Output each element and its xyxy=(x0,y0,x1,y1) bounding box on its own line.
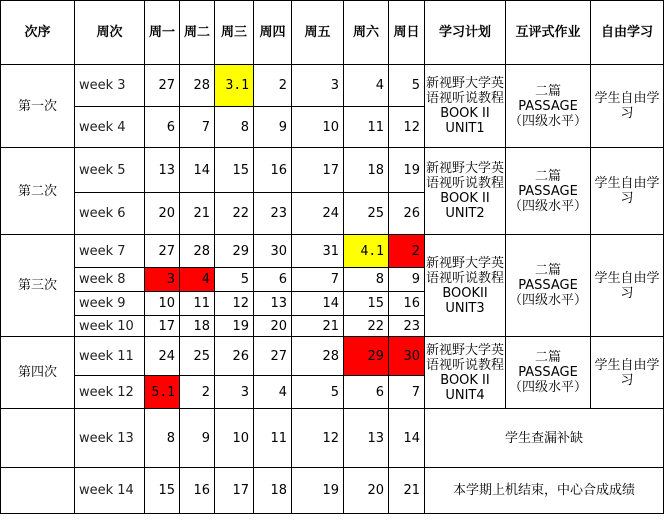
day-cell: 17 xyxy=(145,316,180,337)
round-label: 第四次 xyxy=(1,337,75,409)
day-cell: 2 xyxy=(254,65,292,107)
table-row xyxy=(1,409,664,468)
week-note: 学生查漏补缺 xyxy=(425,409,664,468)
day-cell: 10 xyxy=(145,292,180,316)
day-cell: 7 xyxy=(180,107,215,148)
study-plan: 新视野大学英语视听说教程BOOK II UNIT2 xyxy=(425,148,506,235)
week-label: week 13 xyxy=(75,409,145,468)
study-plan: 新视野大学英语视听说教程BOOKII UNIT3 xyxy=(425,235,506,337)
header-wed: 周三 xyxy=(215,1,254,65)
round-label: 第一次 xyxy=(1,65,75,148)
day-cell: 19 xyxy=(292,468,344,514)
day-cell: 11 xyxy=(344,107,389,148)
day-cell: 26 xyxy=(215,337,254,376)
day-cell: 9 xyxy=(389,268,425,292)
header-thu: 周四 xyxy=(254,1,292,65)
day-cell: 16 xyxy=(389,292,425,316)
day-cell-highlight-red: 2 xyxy=(389,235,425,268)
day-cell-highlight-yellow: 3.1 xyxy=(215,65,254,107)
day-cell: 5 xyxy=(389,65,425,107)
day-cell: 15 xyxy=(215,148,254,193)
round-label: 第二次 xyxy=(1,148,75,235)
week-label: week 5 xyxy=(75,148,145,193)
day-cell: 31 xyxy=(292,235,344,268)
day-cell: 6 xyxy=(344,376,389,409)
day-cell: 23 xyxy=(389,316,425,337)
week-label: week 12 xyxy=(75,376,145,409)
study-plan: 新视野大学英语视听说教程BOOK II UNIT1 xyxy=(425,65,506,148)
day-cell: 4 xyxy=(344,65,389,107)
header-row xyxy=(1,1,664,65)
day-cell: 30 xyxy=(254,235,292,268)
day-cell-highlight-red: 4 xyxy=(180,268,215,292)
week-label: week 6 xyxy=(75,193,145,235)
day-cell-highlight-red: 5.1 xyxy=(145,376,180,409)
week-label: week 3 xyxy=(75,65,145,107)
study-plan: 新视野大学英语视听说教程BOOK II UNIT4 xyxy=(425,337,506,409)
table-row xyxy=(1,148,664,193)
header-mon: 周一 xyxy=(145,1,180,65)
day-cell: 27 xyxy=(254,337,292,376)
day-cell: 12 xyxy=(215,292,254,316)
day-cell: 3 xyxy=(292,65,344,107)
peer-homework: 二篇 PASSAGE（四级水平） xyxy=(506,337,591,409)
day-cell: 20 xyxy=(344,468,389,514)
day-cell: 25 xyxy=(344,193,389,235)
day-cell: 5 xyxy=(215,268,254,292)
day-cell: 10 xyxy=(215,409,254,468)
header-free-study: 自由学习 xyxy=(591,1,664,65)
day-cell: 13 xyxy=(145,148,180,193)
day-cell-highlight-red: 30 xyxy=(389,337,425,376)
day-cell: 5 xyxy=(292,376,344,409)
round-label-empty xyxy=(1,409,75,468)
day-cell: 11 xyxy=(180,292,215,316)
day-cell-highlight-red: 3 xyxy=(145,268,180,292)
day-cell: 6 xyxy=(254,268,292,292)
day-cell: 21 xyxy=(389,468,425,514)
day-cell: 8 xyxy=(215,107,254,148)
day-cell: 27 xyxy=(145,65,180,107)
day-cell: 19 xyxy=(215,316,254,337)
header-peer-homework: 互评式作业 xyxy=(506,1,591,65)
day-cell: 14 xyxy=(180,148,215,193)
day-cell: 12 xyxy=(389,107,425,148)
day-cell: 20 xyxy=(254,316,292,337)
day-cell: 3 xyxy=(215,376,254,409)
day-cell: 8 xyxy=(145,409,180,468)
round-label: 第三次 xyxy=(1,235,75,337)
day-cell: 27 xyxy=(145,235,180,268)
table-row xyxy=(1,65,664,107)
table-row xyxy=(1,235,664,268)
header-sun: 周日 xyxy=(389,1,425,65)
day-cell: 16 xyxy=(254,148,292,193)
free-study: 学生自由学习 xyxy=(591,337,664,409)
day-cell: 13 xyxy=(344,409,389,468)
day-cell-highlight-red: 29 xyxy=(344,337,389,376)
week-label: week 7 xyxy=(75,235,145,268)
day-cell: 2 xyxy=(180,376,215,409)
day-cell: 8 xyxy=(344,268,389,292)
day-cell: 29 xyxy=(215,235,254,268)
peer-homework: 二篇 PASSAGE（四级水平） xyxy=(506,235,591,337)
free-study: 学生自由学习 xyxy=(591,65,664,148)
day-cell: 10 xyxy=(292,107,344,148)
day-cell: 18 xyxy=(344,148,389,193)
peer-homework: 二篇 PASSAGE（四级水平） xyxy=(506,148,591,235)
free-study: 学生自由学习 xyxy=(591,235,664,337)
table-row xyxy=(1,337,664,376)
day-cell: 6 xyxy=(145,107,180,148)
header-tue: 周二 xyxy=(180,1,215,65)
day-cell: 9 xyxy=(180,409,215,468)
day-cell: 12 xyxy=(292,409,344,468)
day-cell: 25 xyxy=(180,337,215,376)
day-cell: 24 xyxy=(145,337,180,376)
week-note: 本学期上机结束，中心合成成绩 xyxy=(425,468,664,514)
day-cell: 11 xyxy=(254,409,292,468)
day-cell: 13 xyxy=(254,292,292,316)
free-study: 学生自由学习 xyxy=(591,148,664,235)
day-cell: 23 xyxy=(254,193,292,235)
week-label: week 4 xyxy=(75,107,145,148)
round-label-empty xyxy=(1,468,75,514)
header-seq: 次序 xyxy=(1,1,75,65)
day-cell: 9 xyxy=(254,107,292,148)
day-cell: 7 xyxy=(292,268,344,292)
day-cell: 7 xyxy=(389,376,425,409)
day-cell: 18 xyxy=(254,468,292,514)
week-label: week 10 xyxy=(75,316,145,337)
day-cell: 21 xyxy=(292,316,344,337)
day-cell: 20 xyxy=(145,193,180,235)
week-label: week 11 xyxy=(75,337,145,376)
day-cell: 16 xyxy=(180,468,215,514)
table-row xyxy=(1,468,664,514)
day-cell: 28 xyxy=(180,235,215,268)
week-label: week 9 xyxy=(75,292,145,316)
day-cell: 18 xyxy=(180,316,215,337)
day-cell: 26 xyxy=(389,193,425,235)
header-fri: 周五 xyxy=(292,1,344,65)
day-cell: 4 xyxy=(254,376,292,409)
peer-homework: 二篇 PASSAGE（四级水平） xyxy=(506,65,591,148)
day-cell: 19 xyxy=(389,148,425,193)
header-week: 周次 xyxy=(75,1,145,65)
header-sat: 周六 xyxy=(344,1,389,65)
day-cell: 28 xyxy=(292,337,344,376)
day-cell: 15 xyxy=(145,468,180,514)
header-plan: 学习计划 xyxy=(425,1,506,65)
day-cell: 17 xyxy=(215,468,254,514)
day-cell-highlight-yellow: 4.1 xyxy=(344,235,389,268)
week-label: week 14 xyxy=(75,468,145,514)
day-cell: 22 xyxy=(215,193,254,235)
week-label: week 8 xyxy=(75,268,145,292)
day-cell: 24 xyxy=(292,193,344,235)
day-cell: 15 xyxy=(344,292,389,316)
day-cell: 28 xyxy=(180,65,215,107)
day-cell: 22 xyxy=(344,316,389,337)
day-cell: 14 xyxy=(389,409,425,468)
day-cell: 14 xyxy=(292,292,344,316)
day-cell: 21 xyxy=(180,193,215,235)
day-cell: 17 xyxy=(292,148,344,193)
